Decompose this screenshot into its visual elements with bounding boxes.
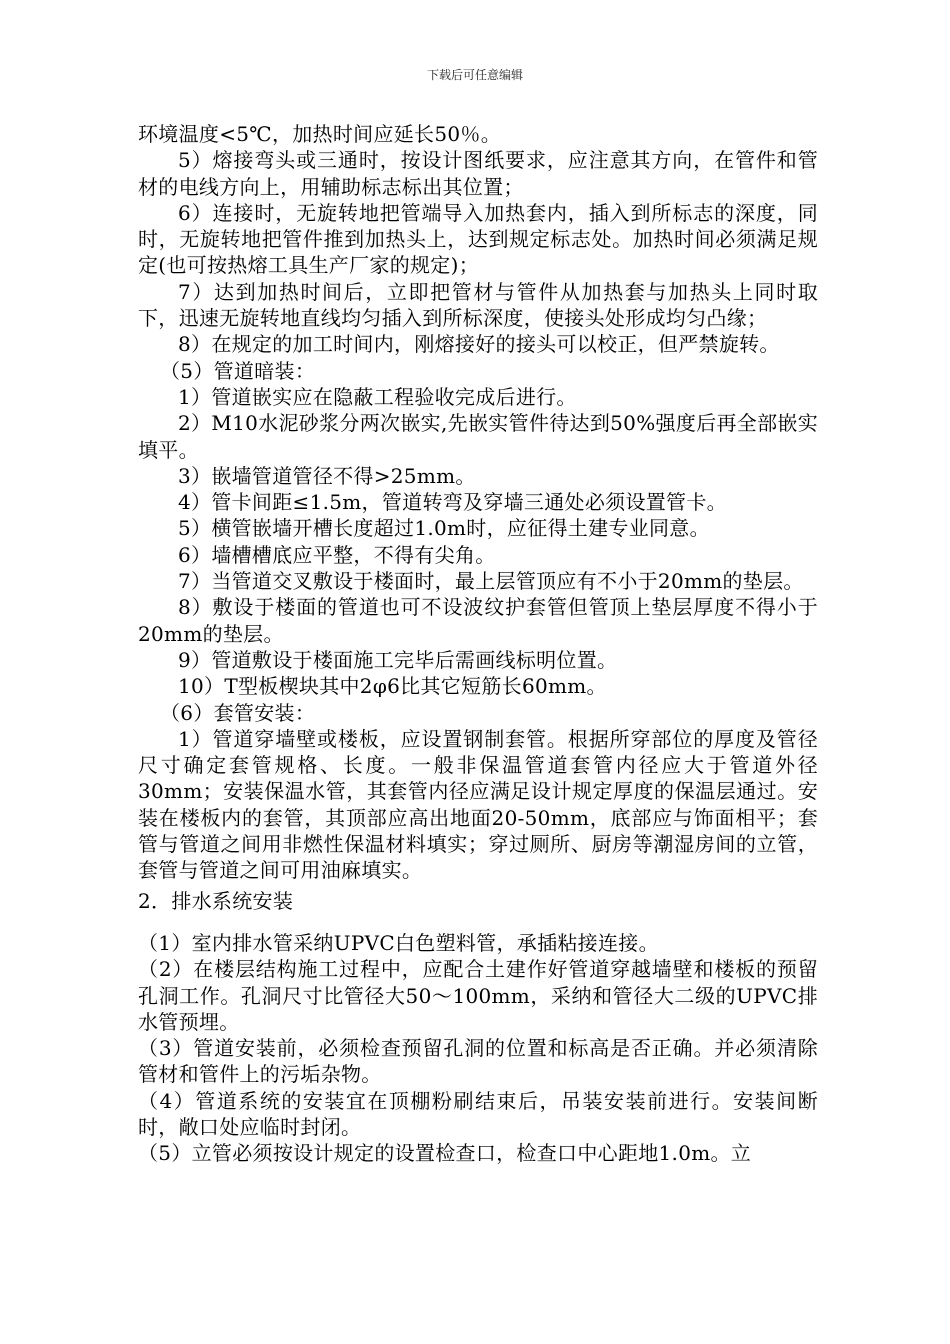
paragraph: （4）管道系统的安装宜在顶棚粉刷结束后，吊装安装前进行。安装间断时，敞口处应临时封闭。 bbox=[138, 1088, 818, 1139]
paragraph: 4）管卡间距≤1.5m，管道转弯及穿墙三通处必须设置管卡。 bbox=[178, 490, 727, 515]
paragraph: 10）T型板楔块其中2φ6比其它短筋长60mm。 bbox=[178, 674, 607, 699]
body-text bbox=[138, 121, 818, 1167]
paragraph: 1）管道穿墙壁或楼板，应设置钢制套管。根据所穿部位的厚度及管径尺寸确定套管规格、长度。一般非保温管道套管内径应大于管道外径30mm；安装保温水管，其套管内径应满足设计规定厚度的保温层通过。安装在楼板内的套管，其顶部应高出地面20-50mm，底部应与饰面相平；套管与管道之间用非燃性保温材料填实；穿过厕所、厨房等潮湿房间的立管，套管与管道之间可用油麻填实。 bbox=[138, 726, 818, 883]
paragraph: 2）M10水泥砂浆分两次嵌实,先嵌实管件待达到50%强度后再全部嵌实填平。 bbox=[138, 411, 818, 462]
paragraph: （2）在楼层结构施工过程中，应配合土建作好管道穿越墙壁和楼板的预留孔洞工作。孔洞尺寸比管径大50～100mm，采纳和管径大二级的UPVC排水管预埋。 bbox=[138, 957, 818, 1034]
paragraph: 7）达到加热时间后，立即把管材与管件从加热套与加热头上同时取下，迅速无旋转地直线均匀插入到所标深度，使接头处形成均匀凸缘； bbox=[138, 279, 818, 331]
paragraph: 8）在规定的加工时间内，刚熔接好的接头可以校正，但严禁旋转。 bbox=[178, 332, 780, 357]
paragraph: （5）立管必须按设计规定的设置检查口，检查口中心距地1.0m。立 bbox=[138, 1141, 752, 1166]
paragraph: 6）连接时，无旋转地把管端导入加热套内，插入到所标志的深度，同时，无旋转地把管件推到加热头上，达到规定标志处。加热时间必须满足规定(也可按热熔工具生产厂家的规定)； bbox=[138, 200, 818, 278]
paragraph: 5）熔接弯头或三通时，按设计图纸要求，应注意其方向，在管件和管材的电线方向上，用辅助标志标出其位置； bbox=[138, 148, 818, 199]
paragraph: 8）敷设于楼面的管道也可不设波纹护套管但管顶上垫层厚度不得小于20mm的垫层。 bbox=[138, 595, 818, 646]
section-heading: （6）套管安装： bbox=[160, 700, 316, 725]
chapter-heading: 2．排水系统安装 bbox=[138, 888, 294, 913]
section-heading: （5）管道暗装： bbox=[160, 358, 316, 383]
paragraph: 5）横管嵌墙开槽长度超过1.0m时，应征得土建专业同意。 bbox=[178, 516, 710, 541]
page-header: 下载后可任意编辑 bbox=[426, 68, 523, 82]
paragraph: 7）当管道交叉敷设于楼面时，最上层管顶应有不小于20mm的垫层。 bbox=[178, 569, 804, 594]
paragraph: 9）管道敷设于楼面施工完毕后需画线标明位置。 bbox=[178, 647, 618, 672]
paragraph: （1）室内排水管采纳UPVC白色塑料管，承插粘接连接。 bbox=[138, 930, 659, 955]
paragraph: 3）嵌墙管道管径不得>25mm。 bbox=[178, 463, 476, 488]
paragraph: 1）管道嵌实应在隐蔽工程验收完成后进行。 bbox=[178, 384, 577, 409]
paragraph: 环境温度<5℃，加热时间应延长50％。 bbox=[138, 122, 502, 146]
paragraph: （3）管道安装前，必须检查预留孔洞的位置和标高是否正确。并必须清除管材和管件上的污垢杂物。 bbox=[138, 1036, 818, 1087]
paragraph: 6）墙槽槽底应平整，不得有尖角。 bbox=[178, 542, 496, 567]
